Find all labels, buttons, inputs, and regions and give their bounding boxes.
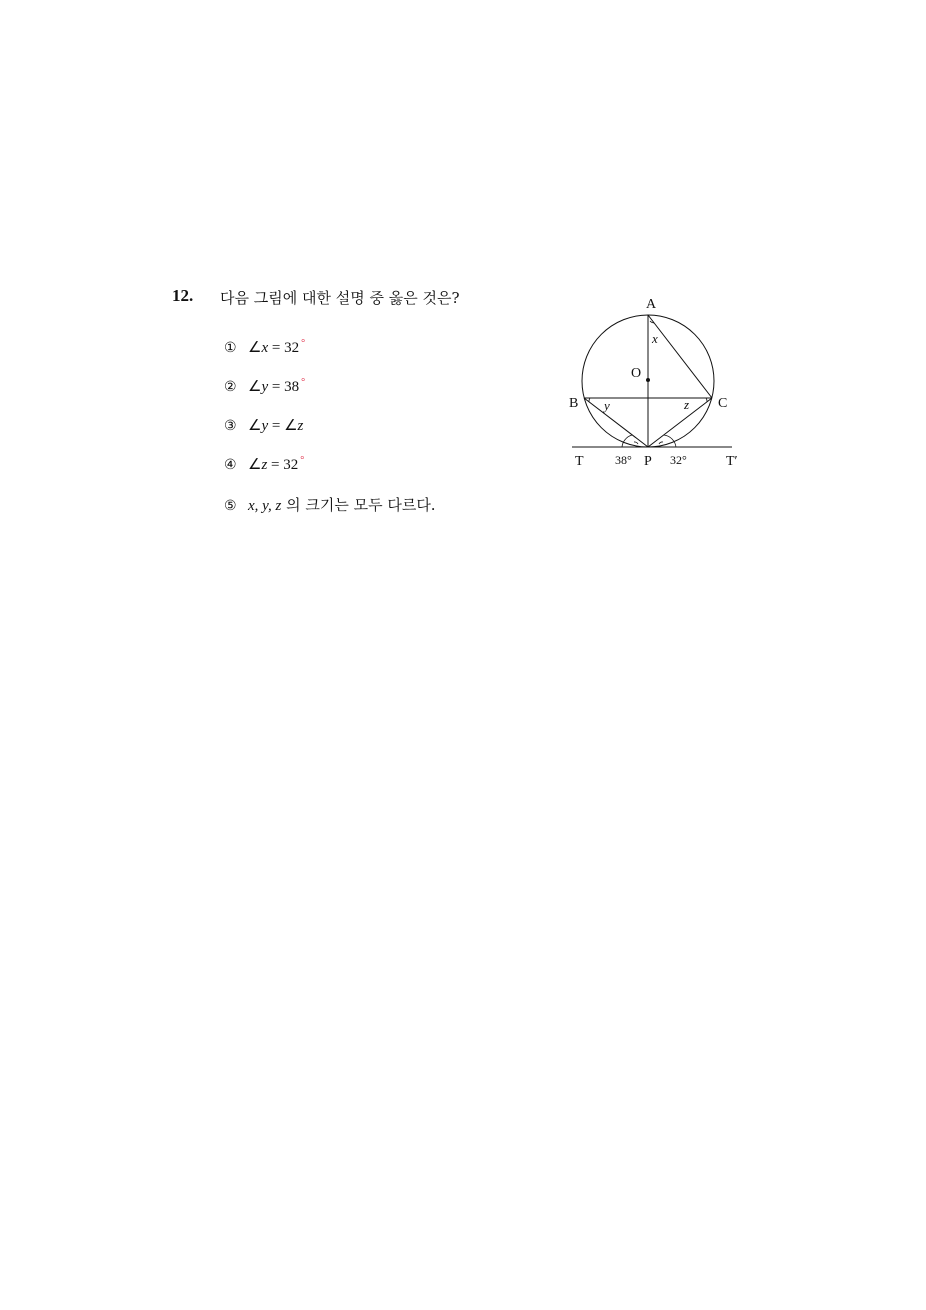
angle-symbol: ∠	[248, 418, 262, 434]
choice-3[interactable]	[224, 416, 436, 455]
relation: =	[268, 340, 285, 356]
angle-38-label: 38°	[615, 453, 632, 467]
choice-marker: ②	[224, 379, 237, 395]
angle-symbol: ∠	[248, 457, 262, 473]
segment-cp	[648, 398, 712, 447]
choice-2[interactable]	[224, 377, 436, 416]
var-y-label: y	[604, 398, 610, 413]
choice-1[interactable]	[224, 338, 436, 377]
angle-arc-y	[589, 398, 590, 402]
choice-text: 의 크기는 모두 다르다.	[281, 496, 436, 514]
segment-ac	[648, 315, 712, 398]
label-p: P	[644, 454, 652, 469]
relation: =	[267, 457, 284, 473]
relation: =	[268, 418, 285, 434]
geometry-figure	[560, 290, 750, 480]
degree-mark: °	[300, 455, 305, 466]
center-point	[646, 378, 650, 382]
question-number: 12.	[172, 286, 194, 305]
angle-value: 32	[284, 340, 300, 356]
question-prompt: 다음 그림에 대한 설명 중 옳은 것은?	[220, 289, 460, 307]
answer-choices	[224, 338, 436, 533]
angle-tick-32	[659, 442, 663, 444]
label-t-prime: T′	[726, 454, 738, 469]
choice-marker: ③	[224, 418, 237, 434]
choice-marker: ①	[224, 340, 237, 356]
relation: =	[268, 379, 285, 395]
angle-symbol: ∠	[248, 379, 262, 395]
choice-marker: ④	[224, 457, 237, 473]
var-z-label: z	[684, 397, 690, 412]
angle-value: 32	[283, 457, 299, 473]
angle-symbol: ∠	[248, 340, 262, 356]
angle-var: z	[261, 457, 268, 473]
angle-arc-32	[664, 435, 676, 447]
angle-32-label: 32°	[670, 453, 687, 467]
segment-bp	[584, 398, 648, 447]
angle-var: y	[261, 418, 269, 434]
label-t: T	[575, 454, 584, 469]
label-o: O	[631, 366, 642, 381]
angle-value: 38	[284, 379, 300, 395]
angle-var-2: z	[297, 418, 304, 434]
choice-4[interactable]	[224, 455, 436, 494]
choice-marker: ⑤	[224, 498, 237, 514]
angle-arc-z	[706, 398, 707, 402]
circle-tangent-diagram	[560, 290, 750, 480]
angle-vars: x, y, z	[248, 498, 282, 514]
angle-var: x	[261, 340, 269, 356]
angle-tick-38	[634, 442, 638, 444]
choice-5[interactable]	[224, 494, 436, 533]
label-a: A	[646, 297, 657, 312]
angle-var: y	[261, 379, 269, 395]
label-b: B	[569, 396, 579, 411]
degree-mark: °	[301, 377, 306, 388]
angle-symbol-2: ∠	[284, 418, 298, 434]
angle-arc-38	[622, 435, 632, 447]
label-c: C	[718, 396, 728, 411]
degree-mark: °	[301, 338, 306, 349]
var-x-label: x	[652, 331, 658, 346]
